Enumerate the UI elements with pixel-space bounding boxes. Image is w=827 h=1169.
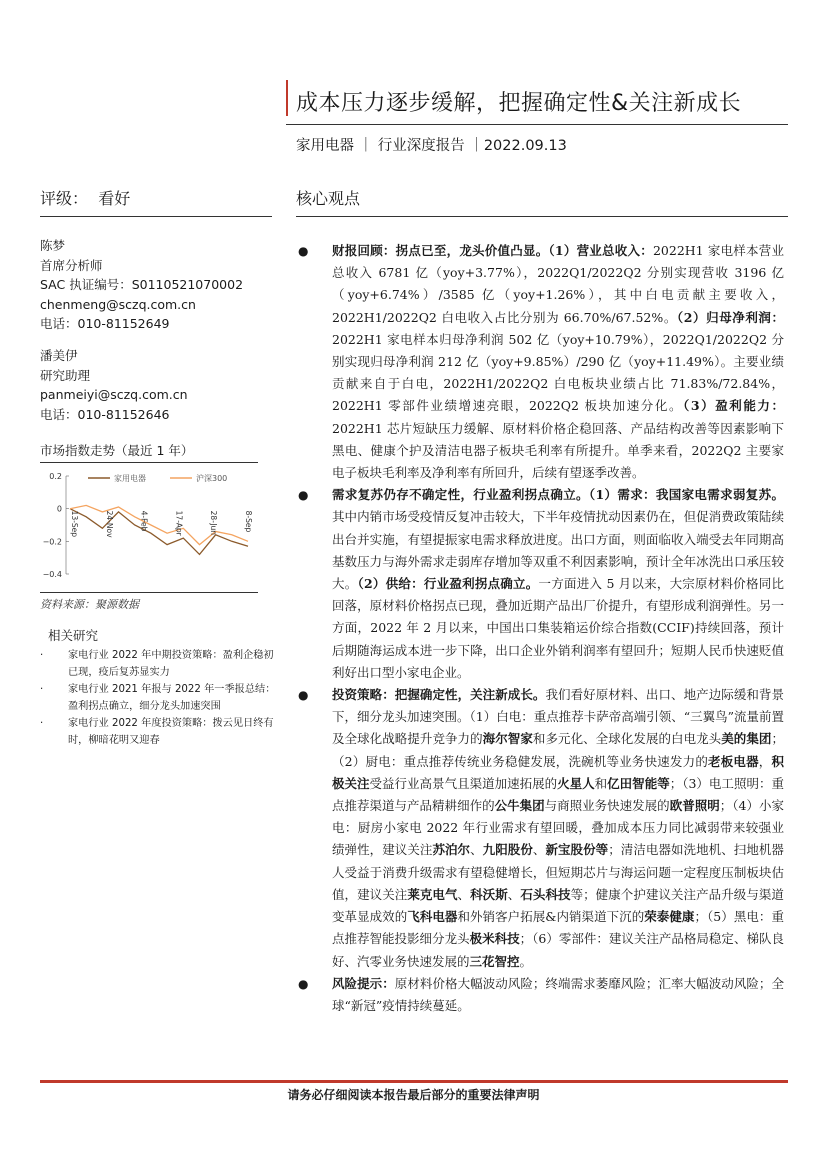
y-tick-label: 0.2 (49, 472, 62, 481)
related-research-title: 相关研究 (48, 628, 99, 643)
analyst-phone: 电话：010-81152649 (40, 316, 170, 331)
core-point (298, 973, 784, 1017)
core-point (298, 240, 785, 484)
x-tick-label: 8-Sep (244, 510, 253, 533)
chart-svg (40, 464, 258, 592)
core-point (298, 484, 784, 684)
core-point-text: 风险提示：原材料价格大幅波动风险；终端需求萎靡风险；汇率大幅波动风险；全球“新冠”疫情持续蔓延。 (332, 975, 784, 1013)
analyst-block-2 (40, 346, 188, 424)
y-tick-label: −0.2 (42, 537, 62, 547)
legal-notice: 请务必仔细阅读本报告最后部分的重要法律声明 (287, 1088, 540, 1102)
x-tick-label: 24-Nov (104, 510, 114, 538)
related-item-text: 家电行业 2022 年度投资策略：拨云见日终有时，柳暗花明又迎春 (68, 718, 274, 746)
core-point-text: 投资策略：把握确定性，关注新成长。我们看好原材料、出口、地产边际缓和背景下，细分龙头加速突围。（1）白电：重点推荐卡萨帝高端引领、“三翼鸟”流量前置及全球化战略提升竞争力的海尔智家和多元化、全球化发展的白电龙头美的集团；（2）厨电：重点推荐传统业务稳健发展，洗碗机等业务快速发力的老板电器，积极关注受益行业高景气且渠道加速拓展的火星人和亿田智能等；（3）电工照明：重点推荐渠道与产品精耕细作的公牛集团与商照业务快速发展的欧普照明；（4）小家电：厨房小家电 2022 年行业需求有望回暖，叠加成本压力同比减弱带来较强业绩弹性，建议关注苏泊尔、九阳股份、新宝股份等；清洁电器如洗地机、扫地机器人受益于消费升级需求有望稳健增长，但短期芯片与海运问题一定程度压制板块估值，建议关注莱克电气、科沃斯、石头科技等；健康个护建议关注产品升级与渠道变革显成效的飞科电器和外销客户拓展&内销渠道下沉的荣泰健康；（5）黑电：重点推荐智能投影细分龙头极米科技；（6）零部件：建议关注产品格局稳定、梯队良好、汽零业务快速发展的三花智控。 (332, 687, 784, 969)
core-point-text: 财报回顾：拐点已至，龙头价值凸显。（1）营业总收入：2022H1 家电样本营业总收入 6781 亿（yoy+3.77%），2022Q1/2022Q2 分别实现营收 3196 亿（yoy+6.74%）/3585 亿（yoy+1.26%），其中白电贡献主要收入，2022H1/2022Q2 白电收入占比分别为 66.70%/67.52%。（2）归母净利润：2022H1 家电样本归母净利润 502 亿（yoy+10.79%），2022Q1/2022Q2 分别实现归母净利润 212 亿（yoy+9.85%）/290 亿（yoy+11.49%）。主要业绩贡献来自于白电，2022H1/2022Q2 白电板块业绩占比 71.83%/72.84%，2022H1 零部件业绩增速亮眼，2022Q2 板块加速分化。（3）盈利能力：2022H1 芯片短缺压力缓解、原材料价格企稳回落、产品结构改善等因素影响下黑电、健康个护及清洁电器子板块毛利率有所提升。单季来看，2022Q2 主要家电子板块毛利率及净利率有所回升，后续有望逐季改善。 (332, 243, 785, 481)
chart-bottom-rule (40, 592, 258, 593)
bullet-dot: · (40, 650, 44, 661)
related-item[interactable] (40, 648, 276, 681)
left-divider (40, 216, 272, 217)
analyst-block-1 (40, 236, 243, 334)
title-divider (286, 124, 788, 125)
analyst-title: 首席分析师 (40, 257, 103, 273)
y-tick-label: 0 (56, 504, 62, 514)
bullet-icon: ● (298, 976, 309, 991)
chart-source: 资料来源：聚源数据 (40, 598, 139, 611)
related-item-text: 家电行业 2021 年报与 2022 年一季报总结：盈利拐点确立，细分龙头加速突围 (68, 684, 276, 712)
analyst-email: panmeiyi@sczq.com.cn (40, 387, 188, 402)
y-tick-label: −0.4 (42, 570, 62, 579)
bullet-icon: ● (298, 244, 309, 258)
analyst-phone: 电话：010-81152646 (40, 406, 170, 422)
analyst-cert: SAC 执证编号：S0110521070002 (40, 277, 244, 292)
analyst-name: 陈梦 (40, 238, 66, 253)
related-item[interactable] (40, 716, 276, 749)
bullet-icon: ● (298, 488, 309, 503)
bullet-dot: · (40, 684, 44, 695)
related-research-list (40, 648, 276, 750)
related-item-text: 家电行业 2022 年中期投资策略：盈利企稳初已现，疫后复苏显实力 (68, 650, 274, 678)
x-tick-label: 4-Feb (139, 510, 149, 532)
core-heading: 核心观点 (296, 189, 361, 208)
analyst-title: 研究助理 (40, 367, 91, 383)
rating (40, 186, 130, 209)
legend-label: 沪深300 (196, 474, 228, 483)
x-tick-label: 28-Jun (209, 510, 219, 536)
series-line (70, 509, 248, 555)
right-divider (296, 216, 788, 217)
x-tick-label: 17-Apr (174, 510, 184, 536)
title-accent-bar (286, 80, 288, 116)
x-tick-label: 13-Sep (70, 510, 79, 538)
analyst-email: chenmeng@sczq.com.cn (40, 296, 196, 312)
chart-top-rule (40, 462, 258, 463)
report-title: 成本压力逐步缓解，把握确定性&关注新成长 (296, 91, 742, 116)
analyst-name: 潘美伊 (40, 348, 78, 363)
legend-label: 家用电器 (114, 474, 146, 483)
bullet-icon: ● (298, 688, 309, 703)
rating-label: 评级： (40, 189, 89, 208)
related-item[interactable] (40, 682, 276, 715)
footer-rule (40, 1080, 788, 1083)
rating-value: 看好 (98, 189, 131, 208)
core-views-body (298, 240, 785, 1017)
chart-title: 市场指数走势（最近 1 年） (40, 443, 194, 458)
core-point (298, 684, 784, 973)
report-subtitle: 家用电器 ｜ 行业深度报告 ｜2022.09.13 (296, 138, 567, 154)
bullet-dot: · (40, 718, 44, 729)
core-point-text: 需求复苏仍存不确定性，行业盈利拐点确立。（1）需求：我国家电需求弱复苏。其中内销市场受疫情反复冲击较大，下半年疫情扰动因素仍在，但促消费政策陆续出台并实施，有望提振家电需求释放进度。出口方面，则面临收入端受去年同期高基数压力与海外需求走弱库存增加等双重不利因素影响，预计全年冰洗出口承压较大。（2）供给：行业盈利拐点确立。一方面进入 5 月以来，大宗原材料价格同比回落，原材料价格拐点已现，叠加近期产品出厂价提升，有望形成利润弹性。另一方面，2022 年 2 月以来，中国出口集装箱运价综合指数(CCIF)持续回落，预计后期随海运成本进一步下降，出口企业外销利润率有望回升；短期人民币快速贬值利好出口型小家电企业。 (332, 487, 784, 680)
market-index-chart (40, 464, 258, 592)
